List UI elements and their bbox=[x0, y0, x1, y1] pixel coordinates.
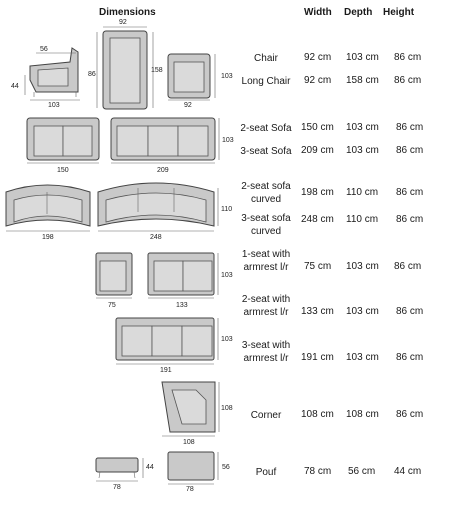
row-depth-long-chair: 158 cm bbox=[346, 75, 379, 86]
curved-depth-label: 110 bbox=[221, 206, 233, 213]
row-height-sofa-2: 86 cm bbox=[396, 122, 424, 133]
sofa-3-width-label: 209 bbox=[157, 167, 169, 174]
row-width-sofa-3: 209 cm bbox=[301, 145, 334, 156]
row-name-arm-2: 2-seat with armrest l/r bbox=[241, 294, 291, 318]
row-depth-arm-3: 103 cm bbox=[346, 352, 379, 363]
pouf-side-drawing bbox=[96, 458, 154, 491]
row-depth-arm-1: 103 cm bbox=[346, 261, 379, 272]
pouf-top-drawing bbox=[168, 452, 230, 493]
row-width-corner: 108 cm bbox=[301, 409, 334, 420]
sofa-2-curved-drawing bbox=[6, 185, 90, 241]
row-depth-sofa-2: 103 cm bbox=[346, 122, 379, 133]
arm-1-width-label: 75 bbox=[108, 302, 116, 309]
arm-3-seat-drawing bbox=[116, 318, 233, 374]
row-name-arm-1: 1-seat with armrest l/r bbox=[241, 249, 291, 273]
arm-2-width-label: 133 bbox=[176, 302, 188, 309]
row-name-curved-2: 2-seat sofa curved bbox=[241, 181, 291, 205]
row-width-pouf: 78 cm bbox=[304, 466, 332, 477]
row-depth-chair: 103 cm bbox=[346, 52, 379, 63]
depth-header: Depth bbox=[344, 7, 373, 18]
chair-top-depth-label: 103 bbox=[221, 73, 233, 80]
pouf-side-height-label: 44 bbox=[146, 464, 154, 471]
row-width-arm-3: 191 cm bbox=[301, 352, 334, 363]
row-height-arm-3: 86 cm bbox=[396, 352, 424, 363]
arm-1-seat-drawing bbox=[96, 253, 132, 309]
row-height-corner: 86 cm bbox=[396, 409, 424, 420]
arm-12-depth-label: 103 bbox=[221, 272, 233, 279]
curved-2-width-label: 198 bbox=[42, 234, 54, 241]
corner-drawing bbox=[162, 382, 233, 446]
width-header: Width bbox=[304, 7, 332, 18]
row-height-arm-1: 86 cm bbox=[394, 261, 422, 272]
row-height-curved-2: 86 cm bbox=[396, 187, 424, 198]
row-width-chair: 92 cm bbox=[304, 52, 332, 63]
row-depth-corner: 108 cm bbox=[346, 409, 379, 420]
long-chair-width-label: 92 bbox=[119, 19, 127, 26]
long-chair-height-label: 86 bbox=[88, 71, 96, 78]
row-height-chair: 86 cm bbox=[394, 52, 422, 63]
row-name-corner: Corner bbox=[250, 410, 282, 421]
row-height-sofa-3: 86 cm bbox=[396, 145, 424, 156]
row-name-curved-3: 3-seat sofa curved bbox=[241, 213, 291, 237]
row-name-pouf: Pouf bbox=[255, 467, 277, 478]
row-name-chair: Chair bbox=[254, 53, 278, 64]
height-header: Height bbox=[383, 7, 415, 18]
row-width-sofa-2: 150 cm bbox=[301, 122, 334, 133]
pouf-side-width-label: 78 bbox=[113, 484, 121, 491]
row-height-curved-3: 86 cm bbox=[396, 214, 424, 225]
row-width-long-chair: 92 cm bbox=[304, 75, 332, 86]
pouf-top-depth-label: 56 bbox=[222, 464, 230, 471]
row-height-arm-2: 86 cm bbox=[396, 306, 424, 317]
long-chair-depth-label: 158 bbox=[151, 67, 163, 74]
row-name-arm-3: 3-seat with armrest l/r bbox=[241, 340, 291, 364]
row-width-curved-2: 198 cm bbox=[301, 187, 334, 198]
row-width-arm-1: 75 cm bbox=[304, 261, 332, 272]
sofa-2-width-label: 150 bbox=[57, 167, 69, 174]
row-height-pouf: 44 cm bbox=[394, 466, 422, 477]
row-name-sofa-3: 3-seat Sofa bbox=[240, 146, 292, 157]
row-name-long-chair: Long Chair bbox=[241, 76, 291, 87]
arm-3-depth-label: 103 bbox=[221, 336, 233, 343]
curved-3-width-label: 248 bbox=[150, 234, 162, 241]
row-depth-arm-2: 103 cm bbox=[346, 306, 379, 317]
chair-top-width-label: 92 bbox=[184, 102, 192, 109]
sofa-2-seat-drawing bbox=[27, 118, 99, 174]
sofa-3-curved-drawing bbox=[98, 183, 232, 241]
corner-depth-label: 108 bbox=[221, 405, 233, 412]
row-width-arm-2: 133 cm bbox=[301, 306, 334, 317]
long-chair-drawing bbox=[88, 19, 163, 109]
chair-side-height-label: 44 bbox=[11, 83, 19, 90]
row-depth-sofa-3: 103 cm bbox=[346, 145, 379, 156]
row-depth-pouf: 56 cm bbox=[348, 466, 376, 477]
row-width-curved-3: 248 cm bbox=[301, 214, 334, 225]
row-depth-curved-3: 110 cm bbox=[346, 214, 379, 225]
chair-side-depth-label: 56 bbox=[40, 46, 48, 53]
chair-side-width-label: 103 bbox=[48, 102, 60, 109]
row-height-long-chair: 86 cm bbox=[394, 75, 422, 86]
chair-side-drawing bbox=[11, 46, 80, 109]
row-name-sofa-2: 2-seat Sofa bbox=[240, 123, 292, 134]
row-depth-curved-2: 110 cm bbox=[346, 187, 379, 198]
arm-2-seat-drawing bbox=[148, 253, 233, 309]
chair-top-drawing bbox=[168, 54, 233, 109]
pouf-top-width-label: 78 bbox=[186, 486, 194, 493]
dimensions-header: Dimensions bbox=[99, 7, 156, 18]
arm-3-width-label: 191 bbox=[160, 367, 172, 374]
corner-width-label: 108 bbox=[183, 439, 195, 446]
sofa-3-seat-drawing bbox=[111, 118, 234, 174]
sofa-depth-label: 103 bbox=[222, 137, 234, 144]
